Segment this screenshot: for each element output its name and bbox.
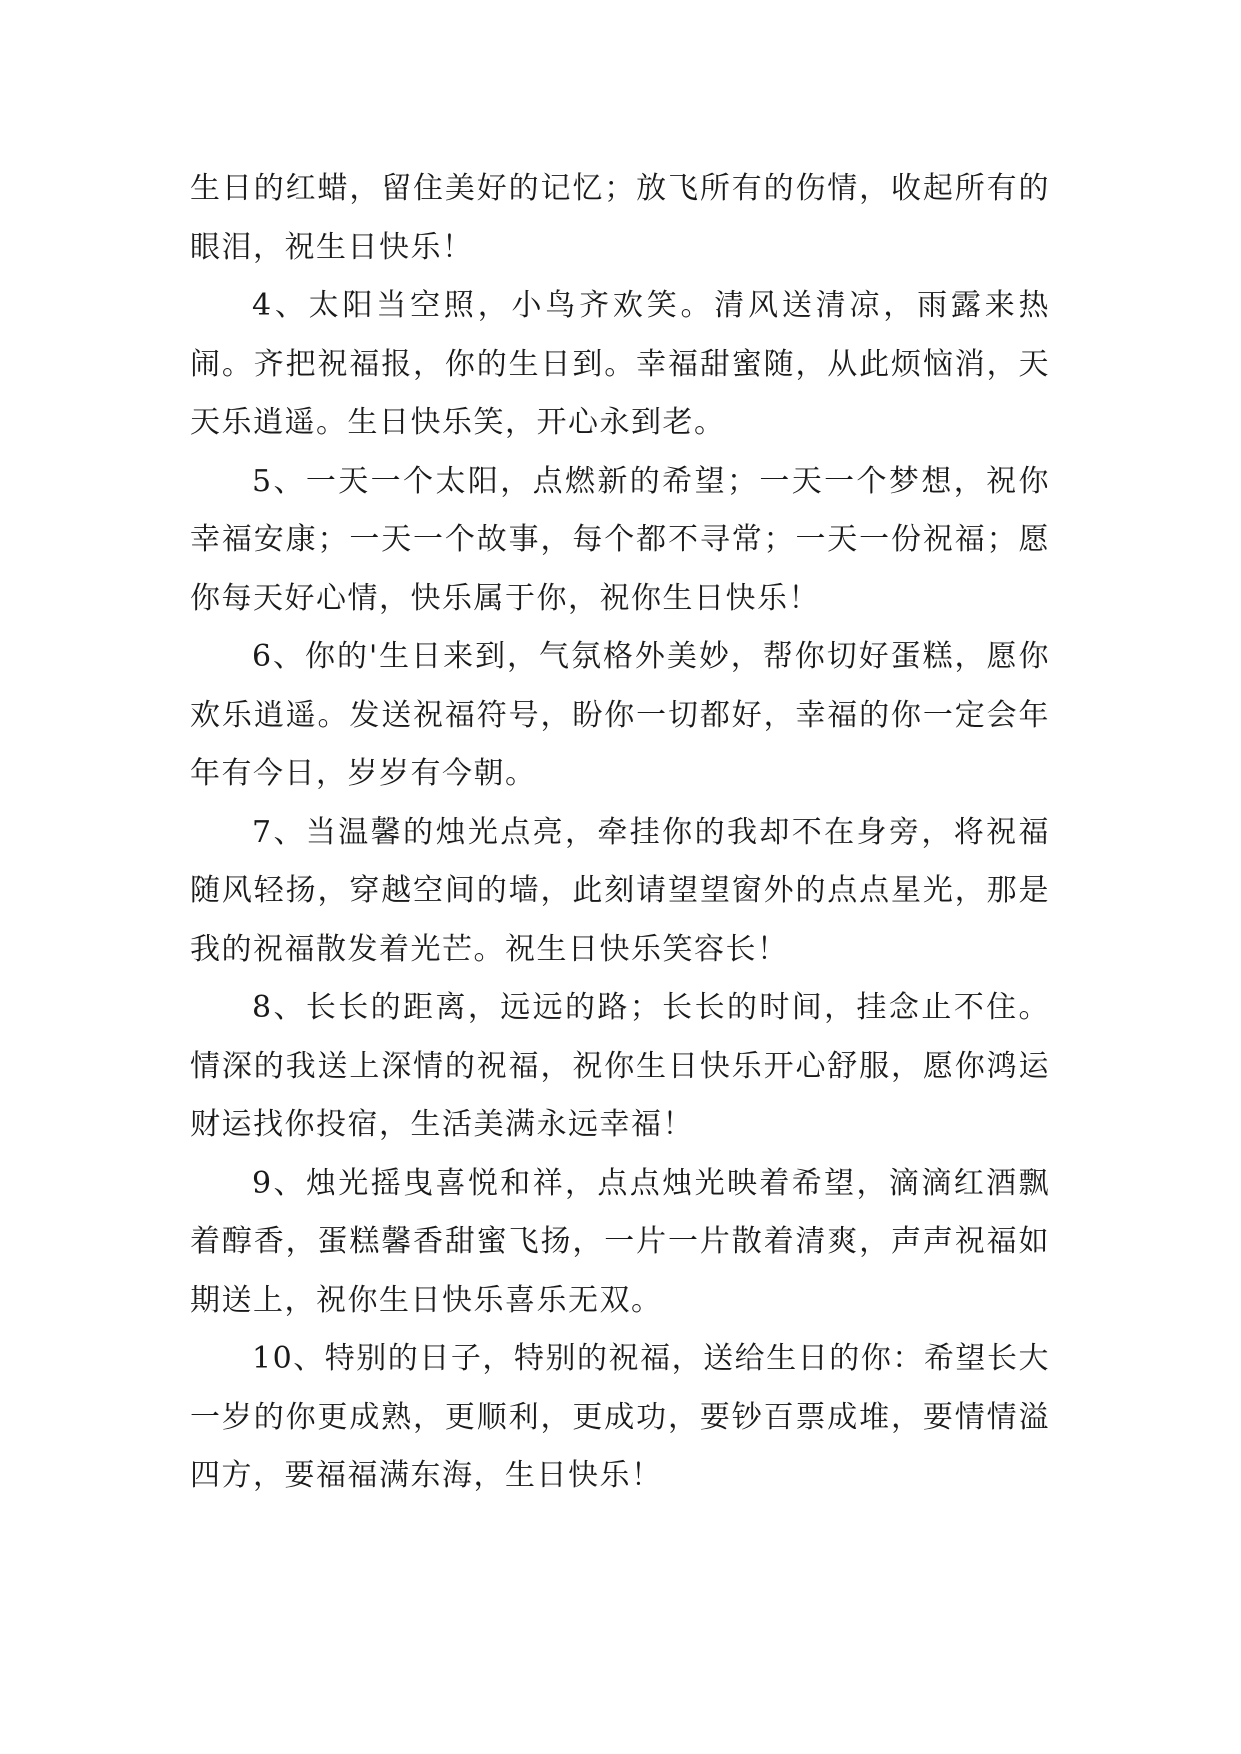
paragraph-item-5: 5、一天一个太阳，点燃新的希望；一天一个梦想，祝你幸福安康；一天一个故事，每个都不寻常；一天一份祝福；愿你每天好心情，快乐属于你，祝你生日快乐！	[190, 463, 1050, 616]
paragraph-item-9: 9、烛光摇曳喜悦和祥，点点烛光映着希望，滴滴红酒飘着醇香，蛋糕馨香甜蜜飞扬，一片一片散着清爽，声声祝福如期送上，祝你生日快乐喜乐无双。	[190, 1165, 1050, 1318]
paragraph-continuation: 生日的红蜡，留住美好的记忆；放飞所有的伤情，收起所有的眼泪，祝生日快乐！	[190, 171, 1050, 265]
paragraph-item-8: 8、长长的距离，远远的路；长长的时间，挂念止不住。情深的我送上深情的祝福，祝你生日快乐开心舒服，愿你鸿运财运找你投宿，生活美满永远幸福！	[190, 990, 1050, 1142]
paragraph-item-10: 10、特别的日子，特别的祝福，送给生日的你：希望长大一岁的你更成熟，更顺利，更成功，要钞百票成堆，要情情溢四方，要福福满东海，生日快乐！	[190, 1341, 1050, 1493]
paragraph-item-4: 4、太阳当空照，小鸟齐欢笑。清风送清凉，雨露来热闹。齐把祝福报，你的生日到。幸福甜蜜随，从此烦恼消，天天乐逍遥。生日快乐笑，开心永到老。	[190, 288, 1050, 440]
paragraph-item-6: 6、你的'生日来到，气氛格外美妙，帮你切好蛋糕，愿你欢乐逍遥。发送祝福符号，盼你一切都好，幸福的你一定会年年有今日，岁岁有今朝。	[190, 639, 1050, 791]
document-body	[190, 160, 1050, 1506]
paragraph-item-7: 7、当温馨的烛光点亮，牵挂你的我却不在身旁，将祝福随风轻扬，穿越空间的墙，此刻请望望窗外的点点星光，那是我的祝福散发着光芒。祝生日快乐笑容长！	[190, 814, 1050, 967]
